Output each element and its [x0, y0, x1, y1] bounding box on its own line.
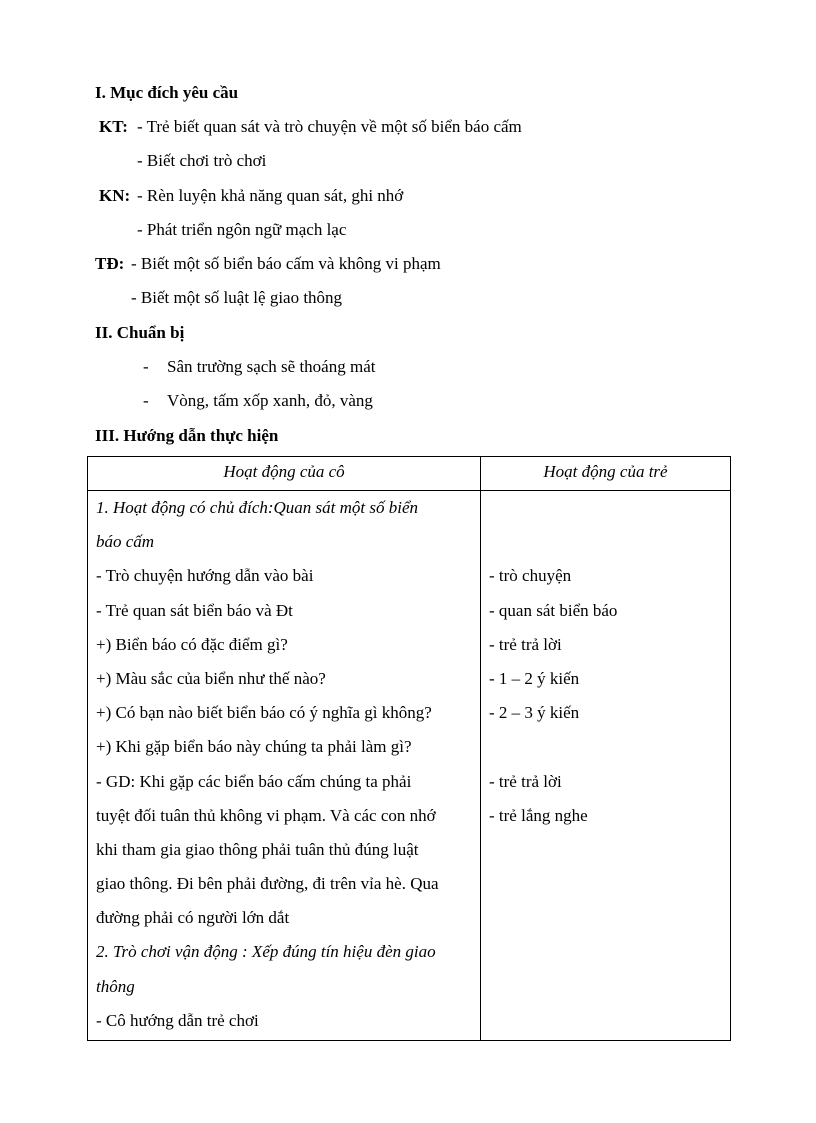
teacher-line: - GD: Khi gặp các biển báo cấm chúng ta phải: [96, 771, 412, 791]
kn-label: KN:: [99, 186, 131, 205]
teacher-line: - Trẻ quan sát biển báo và Đt: [96, 600, 293, 620]
teacher-line: +) Biển báo có đặc điểm gì?: [96, 634, 288, 654]
teacher-line: khi tham gia giao thông phải tuân thủ đúng luật: [96, 839, 419, 859]
teacher-line: thông: [96, 976, 135, 996]
child-line: [489, 1006, 724, 1040]
section-1-title: I. Mục đích yêu cầu: [95, 83, 239, 102]
child-line: [489, 527, 724, 561]
child-line: [489, 937, 724, 971]
teacher-line: 2. Trò chơi vận động : Xếp đúng tín hiệu đèn giao: [96, 942, 436, 962]
teacher-line: đường phải có người lớn dắt: [96, 908, 290, 928]
teacher-line: - Cô hướng dẫn trẻ chơi: [96, 1010, 259, 1030]
child-line: - 2 – 3 ý kiến: [489, 703, 580, 723]
child-line: - quan sát biển báo: [489, 600, 618, 620]
child-line: [489, 903, 724, 937]
child-line: [489, 972, 724, 1006]
prep-item: Vòng, tấm xốp xanh, đỏ, vàng: [167, 391, 373, 410]
child-activity-cell: [481, 491, 731, 1041]
teacher-line: +) Khi gặp biển báo này chúng ta phải làm gì?: [96, 737, 412, 757]
child-line: [489, 732, 724, 766]
header-teacher-activity: Hoạt động của cô: [88, 457, 481, 491]
td-label: TĐ:: [95, 254, 125, 273]
kn-line-2: - Phát triển ngôn ngữ mạch lạc: [137, 220, 347, 239]
child-line: [489, 835, 724, 869]
teacher-line: - Trò chuyện hướng dẫn vào bài: [96, 566, 314, 586]
teacher-line: +) Màu sắc của biển như thế nào?: [96, 668, 326, 688]
table-body-row: [88, 491, 731, 1041]
td-line-2: - Biết một số luật lệ giao thông: [131, 288, 343, 307]
teacher-activity-cell: [88, 491, 481, 1041]
header-child-activity: Hoạt động của trẻ: [481, 457, 731, 491]
child-line: - trẻ trả lời: [489, 771, 562, 791]
child-line: - trẻ trả lời: [489, 634, 562, 654]
teacher-line: giao thông. Đi bên phải đường, đi trên vỉa hè. Qua: [96, 874, 439, 894]
teacher-line: +) Có bạn nào biết biển báo có ý nghĩa gì không?: [96, 703, 432, 723]
kt-line-2: - Biết chơi trò chơi: [137, 151, 267, 170]
section-3-title: III. Hướng dẫn thực hiện: [95, 426, 279, 445]
kn-line-1: - Rèn luyện khả năng quan sát, ghi nhớ: [137, 186, 404, 205]
teacher-line: báo cấm: [96, 532, 155, 552]
teacher-line: 1. Hoạt động có chủ đích:Quan sát một số biển: [96, 498, 419, 517]
child-line: [489, 493, 724, 527]
prep-item: Sân trường sạch sẽ thoáng mát: [167, 357, 376, 376]
child-line: [489, 869, 724, 903]
child-line: - trẻ lắng nghe: [489, 805, 588, 825]
kt-label: KT:: [99, 117, 128, 136]
child-line: - trò chuyện: [489, 566, 572, 586]
kt-line-1: - Trẻ biết quan sát và trò chuyện về một số biển báo cấm: [137, 117, 522, 136]
prep-bullet: -: [143, 357, 149, 376]
teacher-line: tuyệt đối tuân thủ không vi phạm. Và các con nhớ: [96, 805, 436, 825]
section-2-title: II. Chuẩn bị: [95, 323, 185, 342]
activity-table: [87, 456, 731, 1041]
table-header-row: [88, 457, 731, 491]
td-line-1: - Biết một số biển báo cấm và không vi phạm: [131, 254, 441, 273]
prep-bullet: -: [143, 391, 149, 410]
child-line: - 1 – 2 ý kiến: [489, 668, 580, 688]
